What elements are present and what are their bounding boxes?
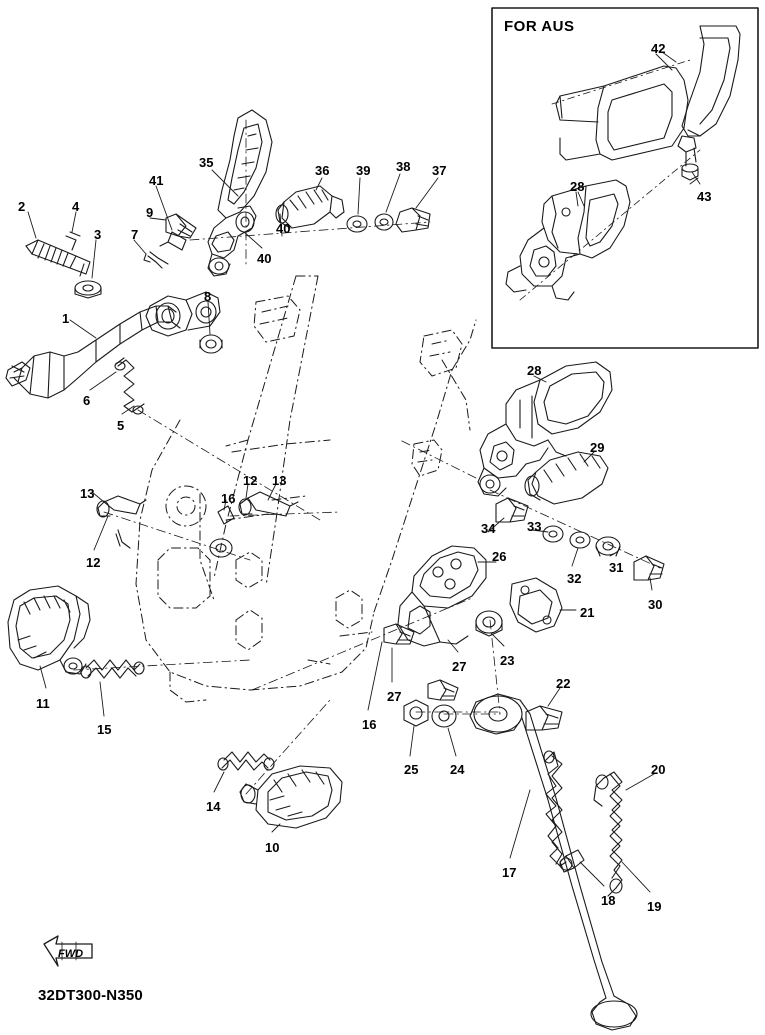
callout-number: 19 [647,899,662,914]
callout-number: 42 [651,41,666,56]
callout-number: 16 [362,717,377,732]
callout-number: 38 [396,159,411,174]
callout-number: 3 [94,227,102,242]
callout-number: 26 [492,549,507,564]
callout-number: 22 [556,676,571,691]
callout-number: 24 [450,762,465,777]
callout-number: 29 [590,440,605,455]
callout-number: 6 [83,393,91,408]
callout-number: 25 [404,762,419,777]
callout-number: 41 [149,173,164,188]
callout-number: 34 [481,521,496,536]
part-number-code: 32DT300-N350 [38,987,143,1004]
callout-number: 12 [86,555,101,570]
callout-number: 43 [697,189,712,204]
callout-number: 10 [265,840,280,855]
fwd-arrow-label: FWD [58,948,84,960]
callout-number: 7 [131,227,139,242]
callout-number: 13 [272,473,287,488]
callout-number: 40 [276,221,291,236]
callout-number: 33 [527,519,542,534]
callout-number: 35 [199,155,214,170]
callout-number: 40 [257,251,272,266]
callout-number: 5 [117,418,125,433]
callout-number: 14 [206,799,221,814]
callout-number: 39 [356,163,371,178]
callout-number: 15 [97,722,112,737]
callout-number: 31 [609,560,624,575]
callout-number: 18 [601,893,616,908]
callout-number: 32 [567,571,582,586]
callout-number: 23 [500,653,515,668]
callout-number: 2 [18,199,26,214]
callout-number: 1 [62,311,70,326]
callout-number: 27 [387,689,402,704]
callout-number: 11 [36,696,50,711]
inset-title: FOR AUS [504,18,575,35]
callout-number: 20 [651,762,666,777]
callout-number: 30 [648,597,663,612]
callout-number: 16 [221,491,236,506]
callout-number: 28 [527,363,542,378]
callout-number: 36 [315,163,330,178]
callout-number: 4 [72,199,80,214]
callout-number: 17 [502,865,517,880]
callout-number: 13 [80,486,95,501]
callout-number: 12 [243,473,258,488]
callout-number: 28 [570,179,585,194]
callout-number: 21 [580,605,595,620]
callout-number: 8 [204,289,212,304]
callout-number: 9 [146,205,154,220]
callout-number: 37 [432,163,447,178]
callout-number: 27 [452,659,467,674]
